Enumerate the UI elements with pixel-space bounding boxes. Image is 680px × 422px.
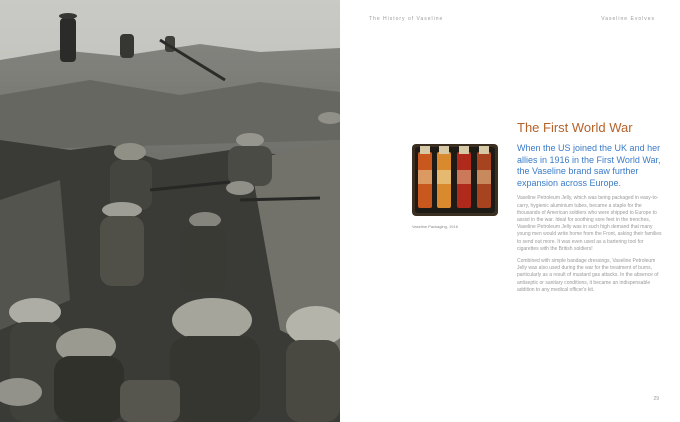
article-title: The First World War — [517, 120, 633, 135]
article-column — [517, 120, 665, 299]
figure-caption: Vaseline Packaging, 1916 — [412, 224, 458, 229]
vaseline-packaging-image — [412, 144, 498, 216]
running-head-right: Vaseline Evolves — [601, 16, 655, 22]
article-paragraph-2: Combined with simple bandage dressings, Vaseline Petroleum Jelly was also used during the war for the treatment of burns, particularly as a result of mustard gas attacks. In the absence of antiseptic or sanitary conditions, it became an indispensable addition to any medical officer's kit. — [517, 258, 659, 293]
article-paragraph-1: Vaseline Petroleum Jelly, which was being packaged in easy-to-carry, hygienic aluminium tubes, became a staple for the thousands of American soldiers who were shipped to Europe to assist in the war. Ideal for soothing sore feet in the trenches, Vaseline Petroleum Jelly was in such high demand that many young men would write home from the Front, asking their families to send out more. It was even used as a bartering tool for cigarettes with the British soldiers! — [517, 195, 662, 252]
article-intro: When the US joined the UK and her allies in 1916 in the First World War, the Vaseline brand saw further expansion across Europe. — [517, 143, 661, 188]
running-head-left: The History of Vaseline — [369, 16, 444, 22]
page-number: 29 — [653, 396, 659, 402]
right-page — [340, 0, 680, 422]
